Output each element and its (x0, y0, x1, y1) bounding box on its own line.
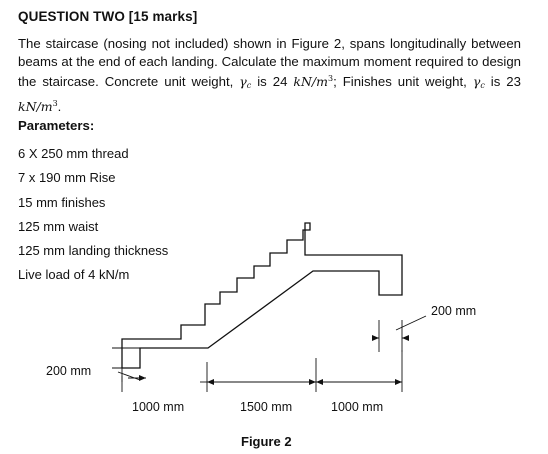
concrete-weight-text: is 24 (251, 74, 294, 90)
concrete-unit-weight-symbol: $\gamma_c$ (239, 74, 252, 91)
question-body-end: . (57, 98, 62, 114)
dimension-landing-right (372, 316, 426, 352)
concrete-unit: $kN/m^3$ (293, 74, 334, 90)
parameters-heading: Parameters: (18, 118, 95, 133)
parameter-item: 125 mm landing thickness (18, 243, 169, 259)
dimension-spans (122, 350, 402, 392)
dimension-landing-left (112, 348, 140, 382)
dimension-label-span-left: 1000 mm (132, 400, 185, 414)
finishes-weight-text: is 23 (484, 74, 521, 90)
staircase-outline (122, 223, 402, 368)
parameter-item: 125 mm waist (18, 218, 99, 234)
parameter-item: Live load of 4 kN/m (18, 267, 130, 283)
parameter-item: 6 X 250 mm thread (18, 146, 129, 161)
finishes-unit: $kN/m^3$ (18, 98, 58, 114)
dimension-label-landing-right: 200 mm (431, 304, 477, 318)
finishes-weight-label: ; Finishes unit weight, (333, 74, 473, 90)
question-title: QUESTION TWO [15 marks] (18, 9, 198, 24)
question-body-intro: The staircase (nosing not included) shown in Figure 2, spans longitudinally between beams at the end of each landing. Calculate the maximum moment required to design the staircase. Concrete unit weight, (18, 36, 521, 90)
parameter-item: 15 mm finishes (18, 194, 106, 210)
dimension-label-span-right: 1000 mm (331, 400, 384, 414)
dimension-label-landing-left: 200 mm (46, 364, 92, 378)
figure-caption: Figure 2 (241, 434, 292, 449)
finishes-unit-weight-symbol: $\gamma_c$ (472, 74, 485, 91)
dimension-label-span-middle: 1500 mm (240, 400, 293, 414)
parameter-item: 7 x 190 mm Rise (18, 170, 116, 186)
